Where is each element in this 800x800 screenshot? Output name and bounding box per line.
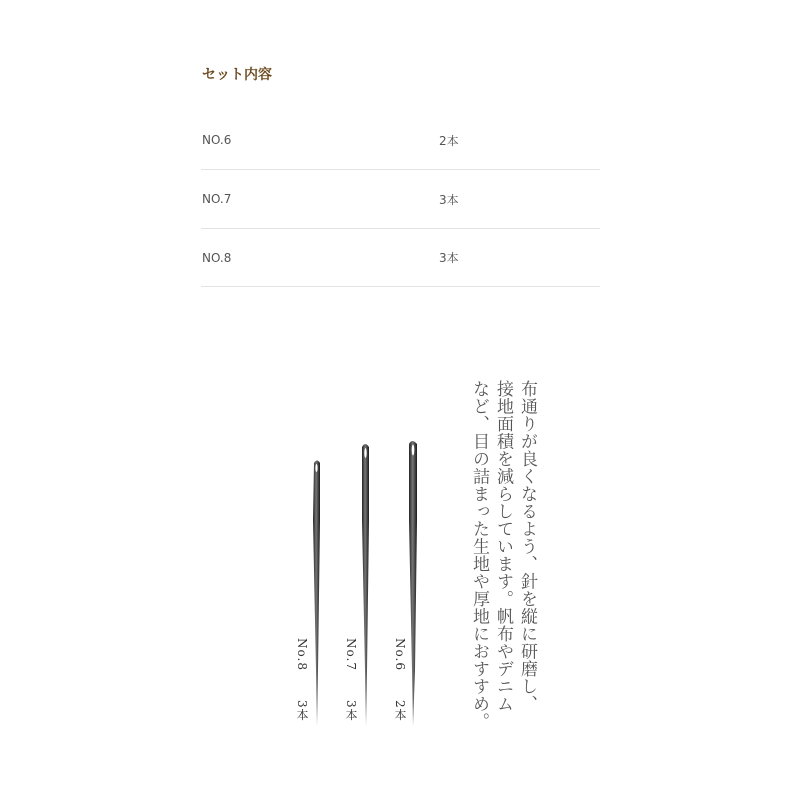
needle-no8-number: No.8: [295, 638, 309, 671]
needle-no6-count: 2本: [393, 700, 407, 722]
needle-illustration: [280, 370, 537, 740]
needle-no6-number: No.6: [393, 638, 407, 671]
needle-no8-count: 3本: [295, 700, 309, 722]
needle-no7-number: No.7: [344, 638, 358, 671]
needle-description: [468, 380, 538, 730]
table-row: [201, 111, 600, 170]
needle-quantity: 3本: [439, 251, 459, 265]
needle-number: NO.6: [202, 133, 232, 147]
table-row: [201, 229, 600, 287]
needle-no8: [313, 461, 320, 727]
set-contents-table: [201, 111, 600, 287]
description-line: 接地面積を減らしています。帆布やデニム: [493, 380, 513, 713]
description-line: 布通りが良くなるよう、針を縦に研磨し、: [517, 380, 537, 713]
section-title: セット内容: [202, 67, 272, 83]
needle-no6: [409, 441, 417, 726]
needle-quantity: 2本: [439, 133, 459, 148]
description-line: など、目の詰まった生地や厚地におすすめ。: [469, 380, 489, 730]
needle-no7-count: 3本: [344, 700, 358, 722]
needle-number: NO.8: [202, 250, 232, 265]
table-row: [201, 170, 600, 229]
needle-no7: [362, 444, 369, 726]
needle-quantity: 3本: [439, 192, 459, 207]
needle-number: NO.7: [202, 192, 232, 206]
